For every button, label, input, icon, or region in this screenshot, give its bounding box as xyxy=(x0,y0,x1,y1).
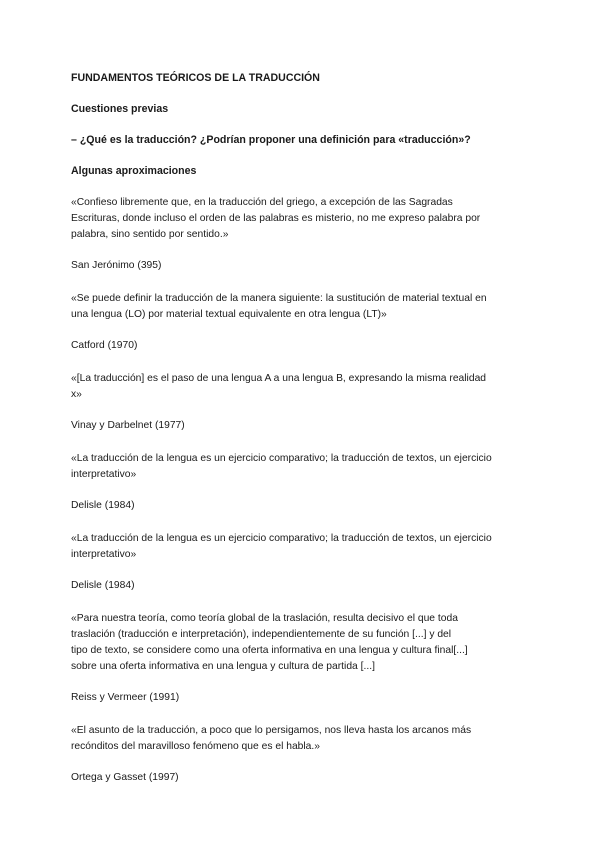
section-heading-aproximaciones: Algunas aproximaciones xyxy=(71,165,197,177)
quote-text: «Para nuestra teoría, como teoría global de la traslación, resulta decisivo el que toda traslación (traducción e interpretación), independientemente de su función [...] y del tipo de texto, se considere como una oferta informativa en una lengua y cultura final[...] sobre una oferta informativa en una lengua y cultura de partida [...] xyxy=(71,613,468,672)
quote-text: «La traducción de la lengua es un ejercicio comparativo; la traducción de textos, un ejercicio interpretativo» xyxy=(71,533,492,560)
quote-author: Delisle (1984) xyxy=(71,580,135,591)
quote-text: «Confieso libremente que, en la traducción del griego, a excepción de las Sagradas Escrituras, donde incluso el orden de las palabras es misterio, no me expreso palabra por palabra, sino sentido por sentido.» xyxy=(71,197,481,240)
quote-author: Catford (1970) xyxy=(71,340,138,351)
quote-author: Reiss y Vermeer (1991) xyxy=(71,692,180,703)
question-text: – ¿Qué es la traducción? ¿Podrían proponer una definición para «traducción»? xyxy=(71,134,471,146)
quote-text: «La traducción de la lengua es un ejercicio comparativo; la traducción de textos, un ejercicio interpretativo» xyxy=(71,453,492,480)
quote-author: Ortega y Gasset (1997) xyxy=(71,772,179,783)
document-title: FUNDAMENTOS TEÓRICOS DE LA TRADUCCIÓN xyxy=(71,72,320,84)
quote-author: Vinay y Darbelnet (1977) xyxy=(71,420,185,431)
quote-text: «El asunto de la traducción, a poco que lo persigamos, nos lleva hasta los arcanos más recónditos del maravilloso fenómeno que es el habla.» xyxy=(71,725,472,752)
section-heading-previas: Cuestiones previas xyxy=(71,103,169,115)
quote-author: San Jerónimo (395) xyxy=(71,260,162,271)
quote-author: Delisle (1984) xyxy=(71,500,135,511)
quote-text: «Se puede definir la traducción de la manera siguiente: la sustitución de material textual en una lengua (LO) por material textual equivalente en otra lengua (LT)» xyxy=(71,293,487,320)
quote-text: «[La traducción] es el paso de una lengua A a una lengua B, expresando la misma realidad x» xyxy=(71,373,487,400)
